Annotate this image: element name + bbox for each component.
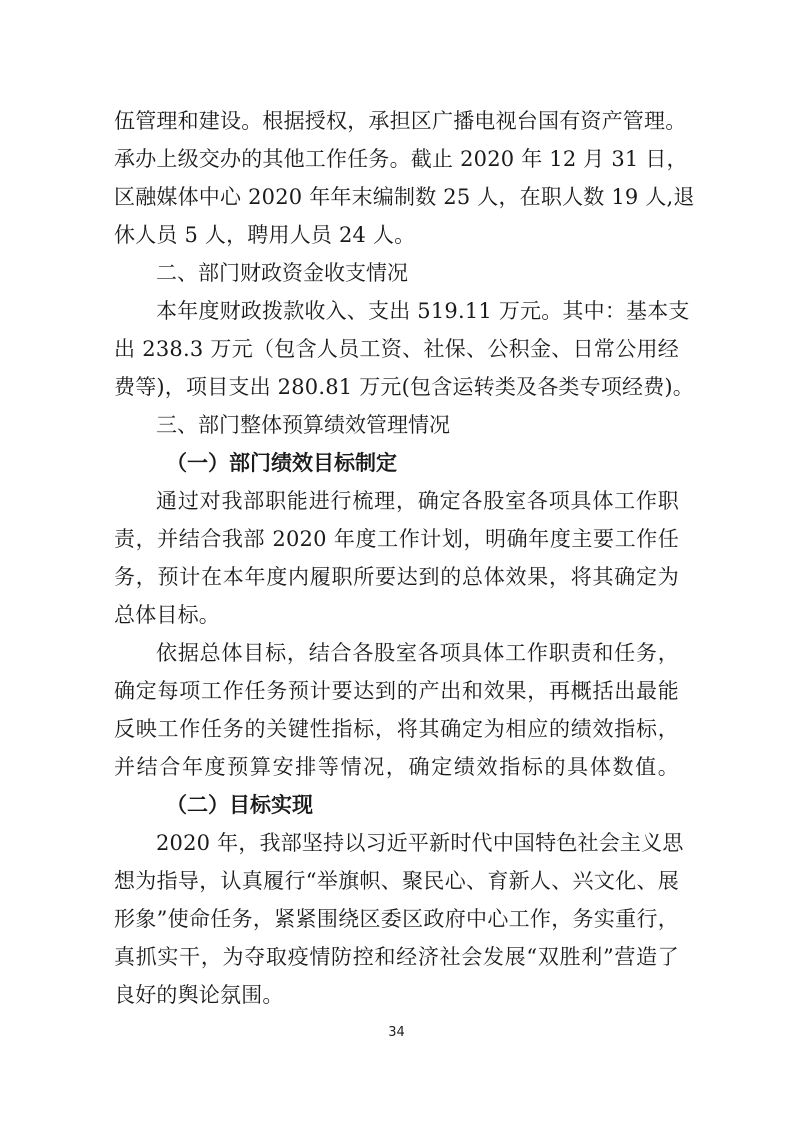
body-line: 务，预计在本年度内履职所要达到的总体效果，将其确定为 xyxy=(114,565,679,589)
subsection-heading-1: （一）部门绩效目标制定 xyxy=(166,451,397,475)
body-line: 确定每项工作任务预计要达到的产出和效果，再概括出最能 xyxy=(114,679,679,703)
body-line: 2020 年，我部坚持以习近平新时代中国特色社会主义思 xyxy=(156,831,684,855)
body-line: 总体目标。 xyxy=(114,603,220,627)
body-line: 本年度财政拨款收入、支出 519.11 万元。其中：基本支 xyxy=(156,299,690,323)
subsection-heading-2: （二）目标实现 xyxy=(166,793,313,817)
body-line: 依据总体目标，结合各股室各项具体工作职责和任务， xyxy=(156,641,679,665)
body-line: 真抓实干，为夺取疫情防控和经济社会发展“双胜利”营造了 xyxy=(114,945,679,969)
body-line: 伍管理和建设。根据授权，承担区广播电视台国有资产管理。 xyxy=(114,109,687,133)
body-line: 休人员 5 人，聘用人员 24 人。 xyxy=(114,223,416,247)
section-heading-3: 三、部门整体预算绩效管理情况 xyxy=(156,413,450,437)
body-line: 想为指导，认真履行“举旗帜、聚民心、育新人、兴文化、展 xyxy=(114,869,679,893)
body-line: 形象”使命任务，紧紧围绕区委区政府中心工作，务实重行， xyxy=(114,907,679,931)
section-heading-2: 二、部门财政资金收支情况 xyxy=(156,261,408,285)
body-line: 反映工作任务的关键性指标，将其确定为相应的绩效指标， xyxy=(114,717,679,741)
body-line: 区融媒体中心 2020 年年末编制数 25 人，在职人数 19 人,退 xyxy=(114,185,695,209)
body-line: 通过对我部职能进行梳理，确定各股室各项具体工作职 xyxy=(156,489,679,513)
body-line: 责，并结合我部 2020 年度工作计划，明确年度主要工作任 xyxy=(114,527,679,551)
body-line: 良好的舆论氛围。 xyxy=(114,983,284,1007)
body-line: 出 238.3 万元（包含人员工资、社保、公积金、日常公用经 xyxy=(114,337,679,361)
body-line: 承办上级交办的其他工作任务。截止 2020 年 12 月 31 日， xyxy=(114,147,688,171)
body-line: 并结合年度预算安排等情况，确定绩效指标的具体数值。 xyxy=(114,755,679,779)
body-line: 费等)，项目支出 280.81 万元(包含运转类及各类专项经费)。 xyxy=(114,375,695,399)
page-number: 34 xyxy=(388,1025,405,1040)
